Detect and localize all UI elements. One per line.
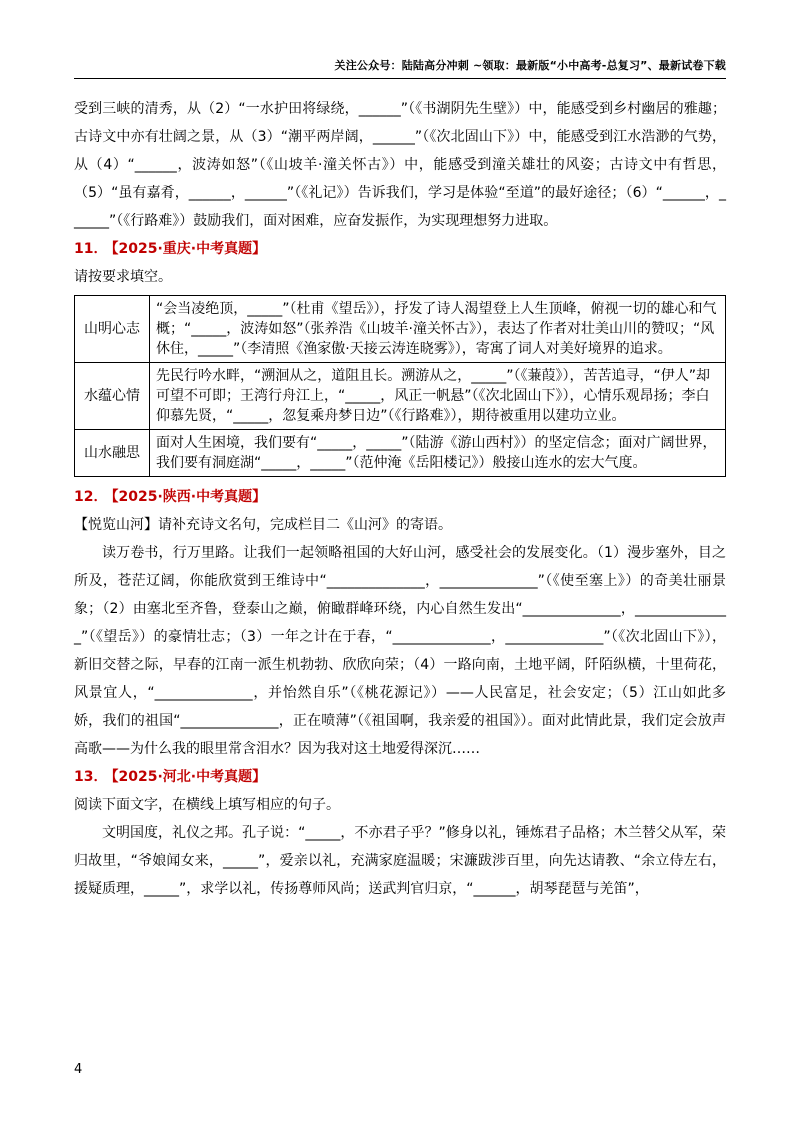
question-11-table	[74, 295, 726, 477]
question-11-heading	[74, 235, 726, 263]
table-row-label: 山明心志	[75, 296, 150, 363]
table-row-text: 先民行吟水畔，“溯洄从之，道阻且长。溯游从之，_____”（《蒹葭》），苦苦追寻，“伊人”却可望不可即；王湾行舟江上，“_____，风正一帆悬”（《次北固山下》），心情乐观昂扬；李白仰慕先贤，“_____，忽复乘舟梦日边”（《行路难》），期待被重用以建功立业。	[150, 363, 726, 430]
question-12-body: 读万卷书，行万里路。让我们一起领略祖国的大好山河，感受社会的发展变化。（1）漫步塞外，目之所及，苍茫辽阔，你能欣赏到王维诗中“______________，______________”（《使至塞上》）的奇美壮丽景象；（2）由塞北至齐鲁，登泰山之巅，俯瞰群峰环绕，内心自然生发出“______________，______________”（《望岳》）的豪情壮志；（3）一年之计在于春，“______________，______________”（《次北固山下》），新旧交替之际，早春的江南一派生机勃勃、欣欣向荣；（4）一路向南，土地平阔，阡陌纵横，十里荷花，风景宜人，“______________，并怡然自乐”（《桃花源记》）——人民富足，社会安定；（5）江山如此多娇，我们的祖国“______________，正在喷薄”（《祖国啊，我亲爱的祖国》）。面对此情此景，我们定会放声高歌——为什么我的眼里常含泪水？因为我对这土地爱得深沉……	[74, 545, 726, 757]
question-13-heading	[74, 763, 726, 791]
question-13-number: 13．	[74, 769, 108, 785]
page-content	[74, 95, 726, 903]
table-row	[75, 430, 726, 477]
question-11-number: 11．	[74, 241, 108, 257]
question-12-source: 【2025·陕西·中考真题】	[111, 489, 267, 505]
header-divider	[74, 78, 726, 79]
table-row	[75, 296, 726, 363]
question-12-instruction: 【悦览山河】请补充诗文名句，完成栏目二《山河》的寄语。	[74, 517, 452, 533]
question-13-source: 【2025·河北·中考真题】	[111, 769, 267, 785]
table-row	[75, 363, 726, 430]
page-number: 4	[74, 1062, 83, 1077]
page-header: 关注公众号：陆陆高分冲刺 ~领取：最新版“小中高考-总复习”、最新试卷下载	[334, 59, 726, 72]
table-row-text: 面对人生困境，我们要有“_____，_____”（陆游《游山西村》）的坚定信念；面对广阔世界，我们要有洞庭湖“_____，_____”（范仲淹《岳阳楼记》）般接山连水的宏大气度。	[150, 430, 726, 477]
question-13-instruction: 阅读下面文字，在横线上填写相应的句子。	[74, 797, 340, 813]
question-11-source: 【2025·重庆·中考真题】	[111, 241, 267, 257]
table-row-text: “会当凌绝顶，_____”（杜甫《望岳》），抒发了诗人渴望登上人生顶峰，俯视一切的雄心和气概；“_____，波涛如怒”（张养浩《山坡羊·潼关怀古》），表达了作者对壮美山川的赞叹；“风休住，_____”（李清照《渔家傲·天接云涛连晓雾》），寄寓了词人对美好境界的追求。	[150, 296, 726, 363]
table-row-label: 水蕴心情	[75, 363, 150, 430]
question-12-number: 12．	[74, 489, 108, 505]
table-row-label: 山水融思	[75, 430, 150, 477]
question-11-instruction: 请按要求填空。	[74, 269, 172, 285]
question-13-body: 文明国度，礼仪之邦。孔子说：“_____，不亦君子乎？”修身以礼，锤炼君子品格；木兰替父从军，荣归故里，“爷娘闻女来，_____”，爱亲以礼，充满家庭温暖；宋濂跋涉百里，向先达请教、“余立侍左右，援疑质理，_____”，求学以礼，传扬尊师风尚；送武判官归京，“______，胡琴琵琶与羌笛”，	[74, 825, 726, 897]
question-12-heading	[74, 483, 726, 511]
intro-paragraph: 受到三峡的清秀，从（2）“一水护田将绿绕，______”（《书湖阴先生壁》）中，能感受到乡村幽居的雅趣；古诗文中亦有壮阔之景，从（3）“潮平两岸阔，______”（《次北固山下》）中，能感受到江水浩渺的气势，从（4）“______，波涛如怒”（《山坡羊·潼关怀古》）中，能感受到潼关雄壮的风姿；古诗文中有哲思，（5）“虽有嘉肴，______，______”（《礼记》）告诉我们，学习是体验“至道”的最好途径；（6）“______，______”（《行路难》）鼓励我们，面对困难，应奋发振作，为实现理想努力进取。	[74, 101, 726, 229]
